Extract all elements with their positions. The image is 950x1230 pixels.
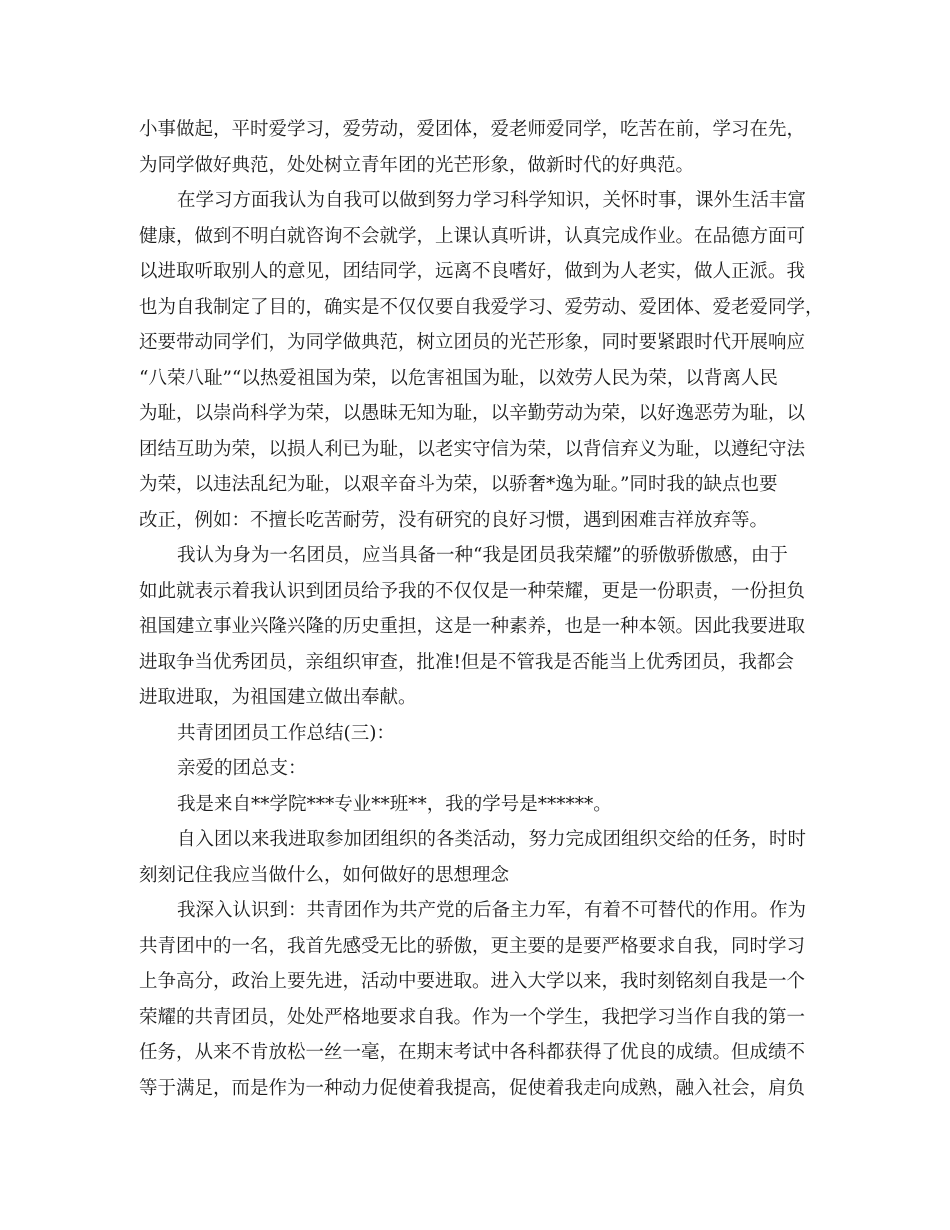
text-line: 刻刻记住我应当做什么，如何做好的思想理念: [139, 864, 510, 886]
text-line: 为荣，以违法乱纪为耻，以艰辛奋斗为荣，以骄奢*逸为耻。”同时我的缺点也要: [139, 474, 778, 495]
text-line: 在学习方面我认为自我可以做到努力学习科学知识，关怀时事，课外生活丰富: [177, 190, 807, 211]
body-text: [139, 112, 824, 1106]
text-line: 也为自我制定了目的，确实是不仅仅要自我爱学习、爱劳动、爱团体、爱老爱同学，: [139, 296, 824, 318]
text-line: 进取争当优秀团员，亲组织审查，批准!但是不管我是否能当上优秀团员，我都会: [139, 651, 794, 673]
text-line: 我深入认识到：共青团作为共产党的后备主力军，有着不可替代的作用。作为: [177, 900, 807, 921]
salutation: 亲爱的团总支：: [177, 758, 307, 779]
text-line: 还要带动同学们，为同学做典范，树立团员的光芒形象，同时要紧跟时代开展响应: [139, 332, 806, 353]
section-heading: 共青团团员工作总结(三)：: [177, 722, 395, 744]
text-line: 为同学做好典范，处处树立青年团的光芒形象，做新时代的好典范。: [139, 154, 695, 176]
text-line: 改正，例如：不擅长吃苦耐劳，没有研究的良好习惯，遇到困难吉祥放弃等。: [139, 509, 769, 531]
text-line: 共青团中的一名，我首先感受无比的骄傲，更主要的是要严格要求自我，同时学习: [139, 935, 806, 957]
text-line: 自入团以来我进取参加团组织的各类活动，努力完成团组织交给的任务，时时: [177, 829, 807, 850]
text-line: 上争高分，政治上要先进，活动中要进取。进入大学以来，我时刻铭刻自我是一个: [139, 971, 806, 992]
text-line: 祖国建立事业兴隆兴隆的历史重担，这是一种素养，也是一种本领。因此我要进取: [139, 616, 806, 637]
text-line: 我认为身为一名团员，应当具备一种“我是团员我荣耀”的骄傲骄傲感，由于: [177, 545, 788, 566]
text-line: 等于满足，而是作为一种动力促使着我提高，促使着我走向成熟，融入社会，肩负: [139, 1077, 806, 1099]
text-line: 小事做起，平时爱学习，爱劳动，爱团体，爱老师爱同学，吃苦在前，学习在先，: [139, 119, 806, 140]
text-line: 为耻，以崇尚科学为荣，以愚昧无知为耻，以辛勤劳动为荣，以好逸恶劳为耻，以: [139, 403, 806, 424]
text-line: 以进取听取别人的意见，团结同学，远离不良嗜好，做到为人老实，做人正派。我: [139, 261, 806, 282]
text-line: 荣耀的共青团员，处处严格地要求自我。作为一个学生，我把学习当作自我的第一: [139, 1006, 806, 1028]
text-line: 进取进取，为祖国建立做出奉献。: [139, 687, 417, 708]
text-line: 团结互助为荣，以损人利已为耻，以老实守信为荣，以背信弃义为耻，以遵纪守法: [139, 438, 806, 460]
text-line: 如此就表示着我认识到团员给予我的不仅仅是一种荣耀，更是一份职责，一份担负: [139, 580, 806, 602]
text-line: “八荣八耻”“以热爱祖国为荣，以危害祖国为耻，以效劳人民为荣，以背离人民: [139, 367, 778, 389]
text-line: 健康，做到不明白就咨询不会就学，上课认真听讲，认真完成作业。在品德方面可: [139, 225, 806, 247]
text-line: 我是来自**学院***专业**班**，我的学号是******。: [177, 793, 612, 815]
text-line: 任务，从来不肯放松一丝一毫，在期末考试中各科都获得了优良的成绩。但成绩不: [139, 1042, 806, 1063]
